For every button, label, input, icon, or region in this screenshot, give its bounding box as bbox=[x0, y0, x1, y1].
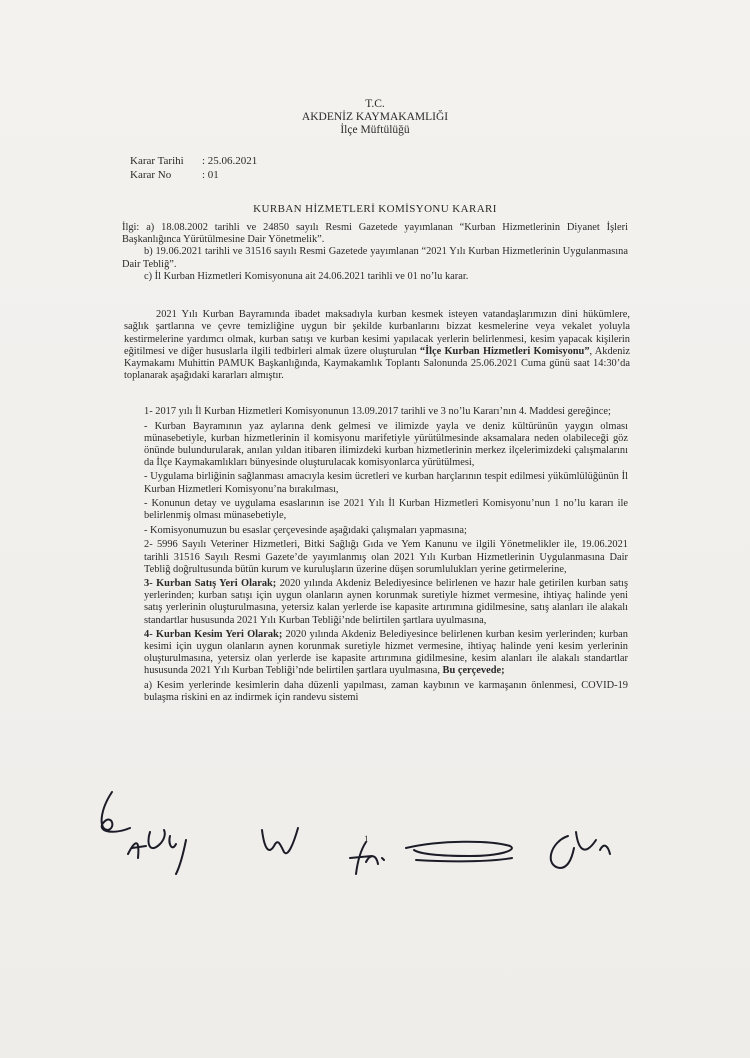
item-2: 2- 5996 Sayılı Veteriner Hizmetleri, Bitki Sağlığı Gıda ve Yem Kanunu ve ilgili Yönetmelikler ile, 19.06.2021 tarihli 31516 Sayılı Resmi Gazete’de yayımlanmış olan 2021 Yılı Kurban Hizmetlerinin Uygulanmasına Dair Tebliğ doğrultusunda bütün kurum ve kuruluşların üzerine düşen sorumlulukları yerine getirmelerine, bbox=[144, 539, 628, 575]
item-3 bbox=[144, 578, 628, 626]
item-4-text: 2020 yılında Akdeniz Belediyesince belirlenen kurban kesim yerlerinden; kurban kesimi için uygun olanların aynen korunmak suretiyle hizmet vermesine, ihtiyaç halinde yeni kesim yerlerinin oluşturulmasına, yetersiz olan yerlerde ise kapasite artırımına gidilmesine, kesim alanları ile alakalı standartlar hususunda 2021 Yılı Kurban Tebliği’nde belirtilen şartlara uyulmasına, bbox=[144, 629, 628, 677]
signature-1-icon bbox=[102, 792, 130, 832]
intro-text-end: , Akdeniz Kaymakamı Muhittin PAMUK Başkanlığında, Kaymakamlık Toplantı Salonunda 25.06.2021 Cuma günü saat 14:30’da toplanarak aşağıdaki kararları almıştır. bbox=[124, 345, 630, 382]
signature-6-icon bbox=[551, 832, 610, 868]
signature-3-icon bbox=[262, 828, 298, 853]
decision-no-value: : 01 bbox=[202, 169, 219, 181]
signatures bbox=[0, 770, 750, 890]
item-1-dash-2: - Uygulama birliğinin sağlanması amacıyla kesim ücretleri ve kurban harçlarının tespit edilmesi yükümlülüğünün İl Kurban Hizmetleri Komisyonu’na bırakılması, bbox=[144, 471, 628, 495]
item-1-dash-4: - Komisyonumuzun bu esaslar çerçevesinde aşağıdaki çalışmaları yapmasına; bbox=[144, 524, 467, 536]
item-4-a: a) Kesim yerlerinde kesimlerin daha düzenli yapılması, zaman kaybının ve karmaşanın önlenmesi, COVID-19 bulaşma riskini en az indirmek için randevu sistemi bbox=[144, 679, 628, 704]
decision-no-label: Karar No bbox=[130, 169, 172, 181]
document-title: KURBAN HİZMETLERİ KOMİSYONU KARARI bbox=[253, 203, 497, 215]
reference-c: c) İl Kurban Hizmetleri Komisyonuna ait 24.06.2021 tarihli ve 01 no’lu karar. bbox=[144, 270, 469, 282]
decision-items bbox=[144, 406, 628, 707]
item-4-heading: 4- Kurban Kesim Yeri Olarak; bbox=[144, 629, 283, 641]
signature-5-icon bbox=[406, 842, 512, 862]
document-header bbox=[0, 98, 750, 137]
intro-text-start: 2021 Yılı Kurban Bayramında ibadet maksadıyla kurban kesmek isteyen vatandaşlarımızın dini hükümlere, sağlık şartlarına ve çevre temizliğine uygun bir şekilde kurbanlarını bizzat kesmelerine veya vekalet yoluyla kestirmelerine yardımcı olmak, kurban satışı ve kurban kesimi yapılacak yerlerin belirlenmesi, kesim yapacak kişilerin eğitilmesi ve diğer hususlarla ilgili tedbirleri almak üzere oluşturulan bbox=[124, 309, 630, 357]
decision-meta bbox=[130, 154, 257, 182]
item-1: 1- 2017 yılı İl Kurban Hizmetleri Komisyonunun 13.09.2017 tarihli ve 3 no’lu Kararı’nın 4. Maddesi gereğince; bbox=[144, 406, 611, 417]
item-4-tail: Bu çerçevede; bbox=[442, 665, 505, 677]
item-1-dash-1: - Kurban Bayramının yaz aylarına denk gelmesi ve ilimizde yayla ve deniz kültürünün yaygın olması münasebetiyle, kurban hizmetlerinin il komisyonu marifetiyle yürütülmesinde aksamalara neden olabileceği göz önünde bulundurularak, anılan yıldan itibaren ilimizdeki kurban hizmetlerinin merkez ilçelerimizdeki çalışmalarını da İlçe Kaymakamlıkları bünyesinde oluşturulacak komisyonlarca yürütülmesi, bbox=[144, 420, 628, 468]
item-1-dash-3: - Konunun detay ve uygulama esaslarının ise 2021 Yılı İl Kurban Hizmetleri Komisyonu’nun 1 no’lu kararı ile belirlenmiş olması münasebetiyle, bbox=[144, 498, 628, 522]
decision-date-row bbox=[130, 154, 257, 168]
item-3-heading: 3- Kurban Satış Yeri Olarak; bbox=[144, 578, 277, 590]
signature-4-icon bbox=[350, 842, 384, 874]
reference-b: b) 19.06.2021 tarihli ve 31516 sayılı Resmi Gazetede yayımlanan “2021 Yılı Kurban Hizmetlerinin Uygulanmasına Dair Tebliğ”. bbox=[122, 246, 628, 270]
item-4 bbox=[144, 629, 628, 677]
header-kaymakamlik: AKDENİZ KAYMAKAMLIĞI bbox=[301, 111, 449, 123]
decision-date-value: : 25.06.2021 bbox=[202, 155, 258, 167]
header-tc: T.C. bbox=[365, 98, 385, 110]
item-3-text: 2020 yılında Akdeniz Belediyesince belirlenen ve hazır hale getirilen kurban satış yerlerinden; kurban satışı için uygun olanların aynen korunmak suretiyle hizmet vermesine, ihtiyaç halinde yeni satış yerlerinin oluşturulmasına, yetersiz kalan yerlerde ise kapasite artırımına gidilmesine, satış alanları ile alakalı standartlar hususunda 2021 Yılı Kurban Tebliği’nde belirtilen şartlara uyulmasına, bbox=[144, 578, 628, 626]
signature-2-icon bbox=[128, 830, 186, 874]
intro-commission-name: “İlçe Kurban Hizmetleri Komisyonu” bbox=[419, 345, 590, 357]
header-muftuluk: İlçe Müftülüğü bbox=[340, 124, 410, 136]
decision-date-label: Karar Tarihi bbox=[130, 155, 184, 167]
references bbox=[122, 222, 628, 283]
reference-a: İlgi: a) 18.08.2002 tarihli ve 24850 sayılı Resmi Gazetede yayımlanan “Kurban Hizmetlerinin Diyanet İşleri Başkanlığınca Yürütülmesine Dair Yönetmelik”. bbox=[122, 222, 628, 246]
intro-paragraph bbox=[124, 309, 630, 383]
decision-no-row bbox=[130, 168, 257, 182]
page-number: 1 bbox=[364, 834, 369, 844]
